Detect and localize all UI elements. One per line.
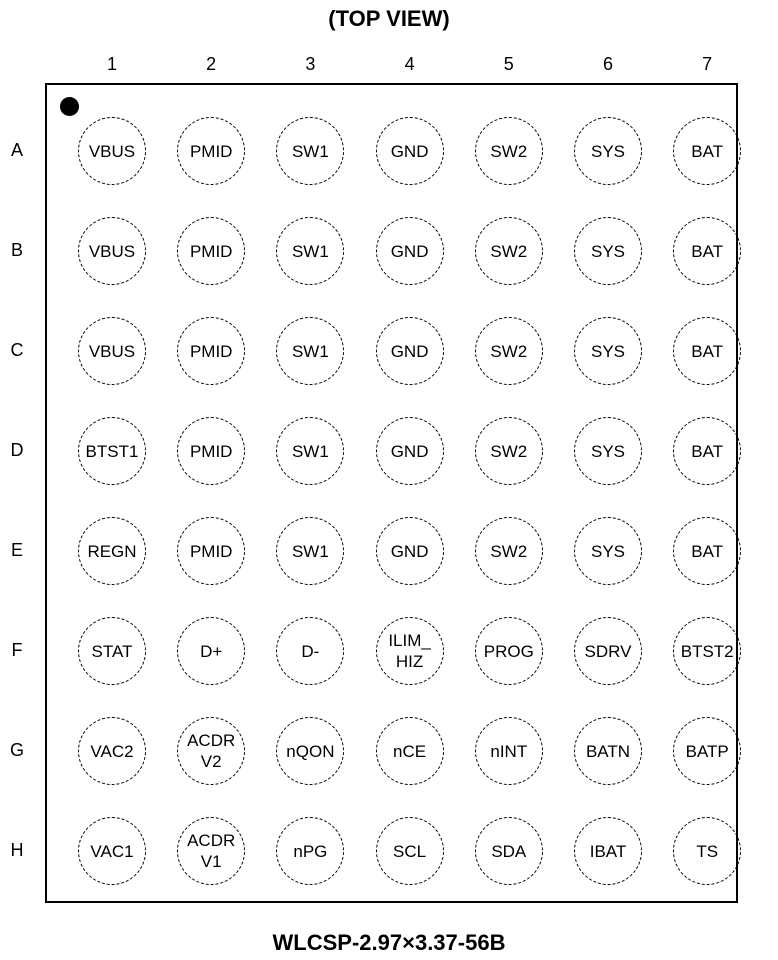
solder-ball xyxy=(78,317,146,385)
solder-ball xyxy=(177,617,245,685)
pin-name: PMID xyxy=(189,241,233,261)
solder-ball xyxy=(177,317,245,385)
pin-name: GND xyxy=(390,441,429,461)
solder-ball xyxy=(78,217,146,285)
pin-name: GND xyxy=(390,541,429,561)
pin-name: GND xyxy=(390,141,429,161)
pin-name: REGN xyxy=(87,541,137,561)
column-label: 2 xyxy=(206,54,217,74)
pin-name: nCE xyxy=(393,741,427,761)
pin-name: SW1 xyxy=(291,441,329,461)
solder-ball xyxy=(78,717,146,785)
pin-name: VAC2 xyxy=(90,741,134,761)
solder-ball xyxy=(673,117,741,185)
pin-name: SW2 xyxy=(490,441,528,461)
pin-name: PMID xyxy=(189,141,233,161)
diagram-title: (TOP VIEW) xyxy=(328,6,450,31)
solder-ball xyxy=(673,317,741,385)
pin-name: PMID xyxy=(189,541,233,561)
solder-ball xyxy=(376,517,444,585)
solder-ball xyxy=(376,317,444,385)
solder-ball xyxy=(376,217,444,285)
row-label: B xyxy=(10,240,23,260)
solder-ball xyxy=(673,417,741,485)
pin-name: VBUS xyxy=(88,141,136,161)
solder-ball xyxy=(475,817,543,885)
pin-name: nQON xyxy=(286,741,335,761)
solder-ball xyxy=(376,717,444,785)
pin-name: SYS xyxy=(590,141,626,161)
pin-name: VBUS xyxy=(88,241,136,261)
row-label: G xyxy=(9,740,24,760)
pin-name: D+ xyxy=(200,641,223,661)
solder-ball xyxy=(177,517,245,585)
solder-ball xyxy=(177,117,245,185)
solder-ball xyxy=(78,617,146,685)
solder-ball xyxy=(78,417,146,485)
pin-name: SW2 xyxy=(490,541,528,561)
pin-name: BAT xyxy=(691,441,724,461)
package-name: WLCSP-2.97×3.37-56B xyxy=(272,930,506,955)
pin-name: ACDR V1 xyxy=(187,831,236,871)
column-label: 6 xyxy=(602,54,613,74)
pin-name: STAT xyxy=(91,641,133,661)
solder-ball xyxy=(673,517,741,585)
solder-ball xyxy=(574,617,642,685)
pin-name: nPG xyxy=(293,841,328,861)
solder-ball xyxy=(574,117,642,185)
solder-ball xyxy=(475,217,543,285)
solder-ball xyxy=(376,817,444,885)
pin-name: SW1 xyxy=(291,241,329,261)
solder-ball xyxy=(475,317,543,385)
solder-ball xyxy=(78,817,146,885)
solder-ball xyxy=(574,417,642,485)
column-label: 3 xyxy=(305,54,316,74)
pin-name: SDRV xyxy=(584,641,632,661)
pin-name: BAT xyxy=(691,541,724,561)
column-label: 1 xyxy=(106,54,117,74)
pin-name: BTST2 xyxy=(680,641,734,661)
row-label: A xyxy=(10,140,23,160)
pin-name: SW2 xyxy=(490,141,528,161)
solder-ball xyxy=(376,417,444,485)
solder-ball xyxy=(177,417,245,485)
pin-name: SYS xyxy=(590,241,626,261)
pin-name: D- xyxy=(301,641,320,661)
solder-ball xyxy=(574,817,642,885)
solder-ball xyxy=(78,117,146,185)
solder-ball xyxy=(276,517,344,585)
pin-name: BATN xyxy=(585,741,631,761)
pin-name: BTST1 xyxy=(85,441,139,461)
solder-ball xyxy=(276,617,344,685)
row-label: F xyxy=(11,640,23,660)
pin-name: BATP xyxy=(685,741,729,761)
pin-name: SW2 xyxy=(490,241,528,261)
solder-ball xyxy=(177,817,245,885)
solder-ball xyxy=(177,717,245,785)
solder-ball xyxy=(276,117,344,185)
solder-ball xyxy=(276,417,344,485)
pin-name: SYS xyxy=(590,441,626,461)
pin-name: VBUS xyxy=(88,341,136,361)
column-label: 7 xyxy=(702,54,713,74)
pin-name: ACDR V2 xyxy=(187,731,236,771)
solder-ball xyxy=(276,717,344,785)
pin-name: PROG xyxy=(483,641,534,661)
solder-ball xyxy=(673,617,741,685)
solder-ball xyxy=(475,417,543,485)
pin-name: VAC1 xyxy=(90,841,134,861)
solder-ball xyxy=(376,617,444,685)
solder-ball xyxy=(673,717,741,785)
solder-ball xyxy=(376,117,444,185)
pin1-marker xyxy=(60,97,79,116)
pin-name: SDA xyxy=(491,841,527,861)
pin-name: SCL xyxy=(393,841,427,861)
column-label: 4 xyxy=(404,54,415,74)
solder-ball xyxy=(475,117,543,185)
solder-ball xyxy=(574,717,642,785)
row-label: D xyxy=(10,440,24,460)
pin-name: ILIM_ HIZ xyxy=(388,631,431,671)
solder-ball xyxy=(177,217,245,285)
solder-ball xyxy=(574,317,642,385)
pin-name: PMID xyxy=(189,341,233,361)
pin-name: SYS xyxy=(590,541,626,561)
row-label: C xyxy=(10,340,24,360)
pin-name: SW1 xyxy=(291,141,329,161)
pin-name: SW2 xyxy=(490,341,528,361)
solder-ball xyxy=(276,217,344,285)
pin-name: BAT xyxy=(691,341,724,361)
solder-ball xyxy=(673,817,741,885)
pin-name: GND xyxy=(390,241,429,261)
pin-name: GND xyxy=(390,341,429,361)
pin-name: IBAT xyxy=(589,841,627,861)
solder-ball xyxy=(475,717,543,785)
solder-ball xyxy=(276,317,344,385)
pin-name: PMID xyxy=(189,441,233,461)
pin-name: nINT xyxy=(490,741,528,761)
pin-name: SW1 xyxy=(291,541,329,561)
column-label: 5 xyxy=(503,54,514,74)
row-label: E xyxy=(10,540,23,560)
solder-ball xyxy=(475,617,543,685)
pin-name: SYS xyxy=(590,341,626,361)
solder-ball xyxy=(475,517,543,585)
pin-name: SW1 xyxy=(291,341,329,361)
solder-ball xyxy=(78,517,146,585)
solder-ball xyxy=(276,817,344,885)
solder-ball xyxy=(574,517,642,585)
pin-name: BAT xyxy=(691,241,724,261)
pin-name: BAT xyxy=(691,141,724,161)
solder-ball xyxy=(673,217,741,285)
pin-name: TS xyxy=(696,841,719,861)
row-label: H xyxy=(10,840,24,860)
solder-ball xyxy=(574,217,642,285)
